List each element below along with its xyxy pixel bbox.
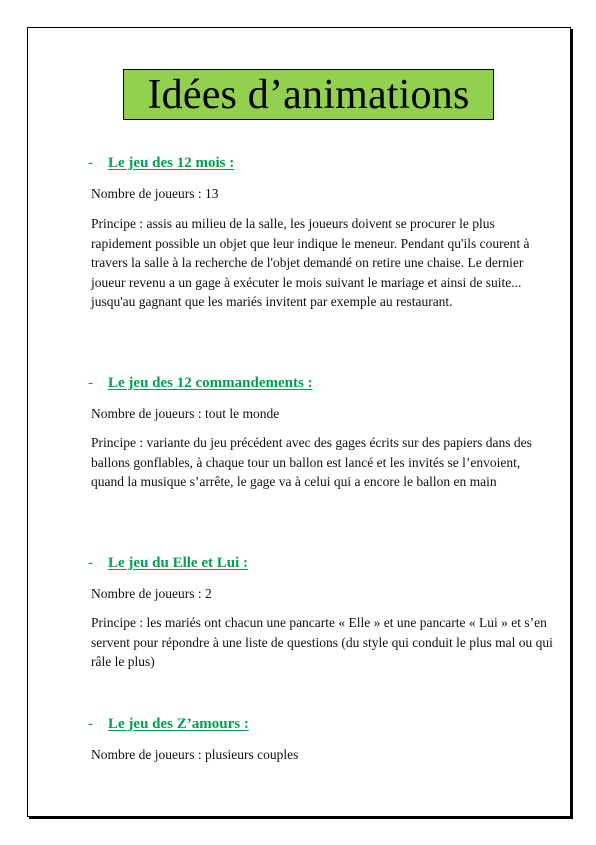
players-count: Nombre de joueurs : tout le monde [91,406,280,421]
players-count: Nombre de joueurs : plusieurs couples [91,747,299,762]
dash-bullet: - [88,375,93,391]
heading-label: Le jeu des 12 mois : [108,155,235,171]
title-box [123,69,494,120]
heading-label: Le jeu des Z’amours : [108,716,249,732]
section-heading-z-amours [88,715,249,733]
heading-label: Le jeu du Elle et Lui : [108,555,249,571]
section-heading-elle-et-lui [88,554,248,572]
players-count: Nombre de joueurs : 2 [91,586,212,601]
section-heading-12-commandements [88,374,313,392]
section-heading-12-mois [88,154,234,172]
principle-text: Principe : les mariés ont chacun une pancarte « Elle » et une pancarte « Lui » et s’en servent pour répondre à une liste de questions (du style qui conduit le plus mal ou qui râle le plus) [91,615,553,669]
heading-label: Le jeu des 12 commandements : [108,375,313,391]
dash-bullet: - [88,155,93,171]
principle-text: Principe : assis au milieu de la salle, les joueurs doivent se procurer le plus rapidement possible un objet que leur indique le meneur. Pendant qu'ils courent à travers la salle à la recherche de l'objet demandé on retire une chaise. Le dernier joueur revenu a un gage à exécuter le mois suivant le mariage et ainsi de suite... jusqu'au gagnant que les mariés invitent par exemple au restaurant. [91,216,530,309]
players-count: Nombre de joueurs : 13 [91,186,219,201]
dash-bullet: - [88,716,93,732]
dash-bullet: - [88,555,93,571]
page-title: Idées d’animations [147,71,470,118]
principle-text: Principe : variante du jeu précédent avec des gages écrits sur des papiers dans des ballons gonflables, à chaque tour un ballon est lancé et les invités se l’envoient, quand la musique s’arrête, le gage va à celui qui a encore le ballon en main [91,435,532,489]
